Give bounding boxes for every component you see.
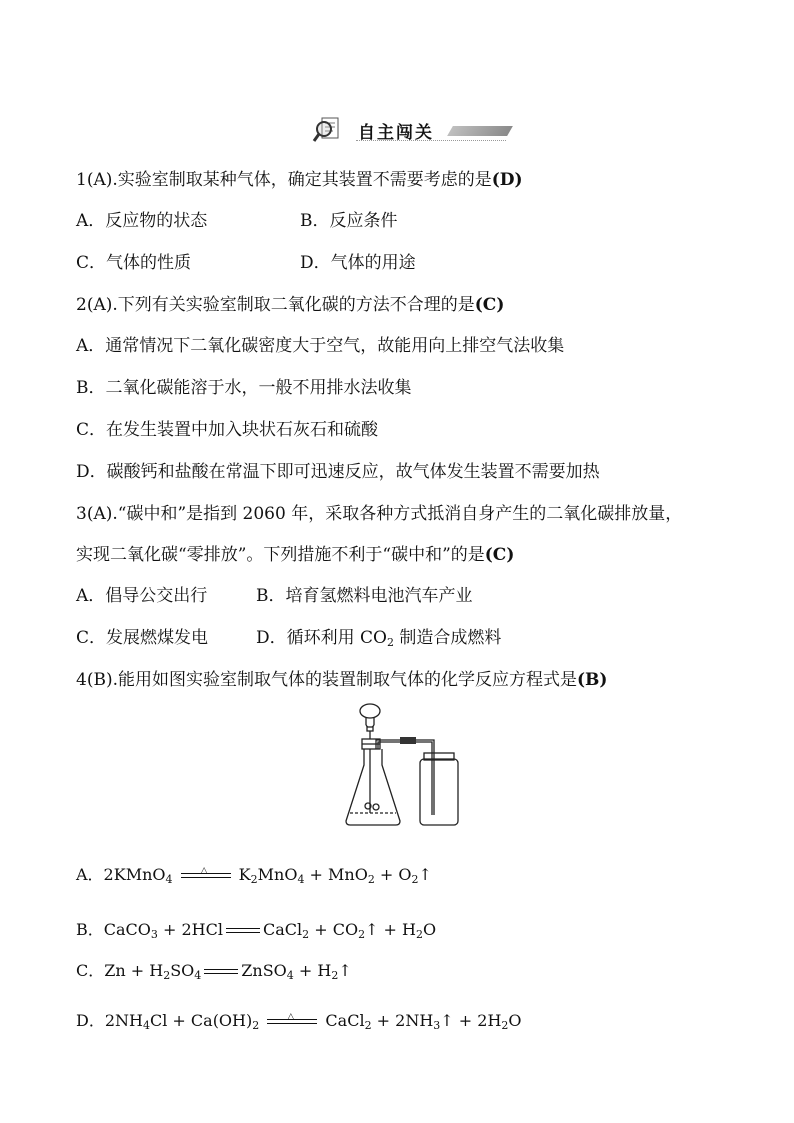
q3-stem-line1: 3(A).“碳中和”是指到 2060 年，采取各种方式抵消自身产生的二氧化碳排放量， bbox=[76, 504, 683, 524]
equals-sign-c bbox=[204, 967, 238, 977]
q3-option-c: C．发展燃煤发电 bbox=[76, 628, 209, 648]
q3-option-a: A．倡导公交出行 bbox=[76, 586, 208, 606]
q2-stem-text: 2(A).下列有关实验室制取二氧化碳的方法不合理的是 bbox=[76, 295, 475, 315]
q1-option-c: C．气体的性质 bbox=[76, 253, 192, 273]
q4-option-d: D．$2NH_4Cl + Ca(OH)_2$ △ CaCl$_2$ + $2NH_3↑ + 2H_2O$ bbox=[76, 1010, 522, 1037]
q3-option-d bbox=[256, 626, 501, 655]
header-decoration bbox=[447, 126, 513, 136]
q2-option-b: B．二氧化碳能溶于水，一般不用排水法收集 bbox=[76, 378, 412, 398]
heat-equals-sign-d bbox=[267, 1011, 317, 1027]
q2-answer: (C) bbox=[474, 295, 505, 315]
q3-stem-text: 实现二氧化碳“零排放”。下列措施不利于“碳中和”的是 bbox=[76, 545, 485, 565]
q1-option-a: A．反应物的状态 bbox=[76, 211, 208, 231]
q2-option-c: C．在发生装置中加入块状石灰石和硫酸 bbox=[76, 420, 379, 440]
magnifier-icon bbox=[312, 114, 348, 146]
heat-symbol: △ bbox=[200, 865, 208, 876]
q3-option-b: B．培育氢燃料电池汽车产业 bbox=[256, 586, 473, 606]
q1-option-d: D．气体的用途 bbox=[300, 253, 416, 273]
q3-option-d-pre: D．循环利用 CO bbox=[256, 628, 387, 648]
header-underline bbox=[356, 140, 506, 141]
q3-option-d-sub: 2 bbox=[386, 636, 394, 649]
q3-option-d-post: 制造合成燃料 bbox=[393, 628, 502, 648]
q4-option-b: B．CaCO$_3$ + 2HCl CaCl$_2$ + $CO_2↑ + H_2O$ bbox=[76, 920, 437, 941]
section-title: 自主闯关 bbox=[358, 123, 434, 143]
q1-answer: (D) bbox=[491, 170, 523, 190]
section-header bbox=[312, 114, 502, 146]
apparatus-figure bbox=[340, 703, 470, 828]
equals-sign bbox=[226, 926, 260, 936]
q4-stem-text: 4(B).能用如图实验室制取气体的装置制取气体的化学反应方程式是 bbox=[76, 670, 577, 690]
q3-answer: (C) bbox=[484, 545, 515, 565]
q1-option-b: B．反应条件 bbox=[300, 211, 398, 231]
q2-stem bbox=[76, 293, 504, 317]
q1-stem bbox=[76, 168, 523, 192]
q2-option-d: D．碳酸钙和盐酸在常温下即可迅速反应，故气体发生装置不需要加热 bbox=[76, 462, 600, 482]
q4-option-c: C．$Zn + H_2SO_4$ ZnSO$_4$ + $H_2↑$ bbox=[76, 961, 352, 982]
heat-equals-sign bbox=[181, 865, 231, 881]
q4-answer: (B) bbox=[576, 670, 608, 690]
q4-stem bbox=[76, 668, 607, 692]
q4-option-a: A．2KMnO$_4$ △ $K_2MnO_4 + MnO_2$ + $O_2↑$ bbox=[76, 864, 432, 891]
q1-stem-text: 1(A).实验室制取某种气体，确定其装置不需要考虑的是 bbox=[76, 170, 492, 190]
q3-stem-line2 bbox=[76, 543, 514, 567]
heat-symbol-d: △ bbox=[287, 1011, 295, 1022]
q2-option-a: A．通常情况下二氧化碳密度大于空气，故能用向上排空气法收集 bbox=[76, 336, 565, 356]
